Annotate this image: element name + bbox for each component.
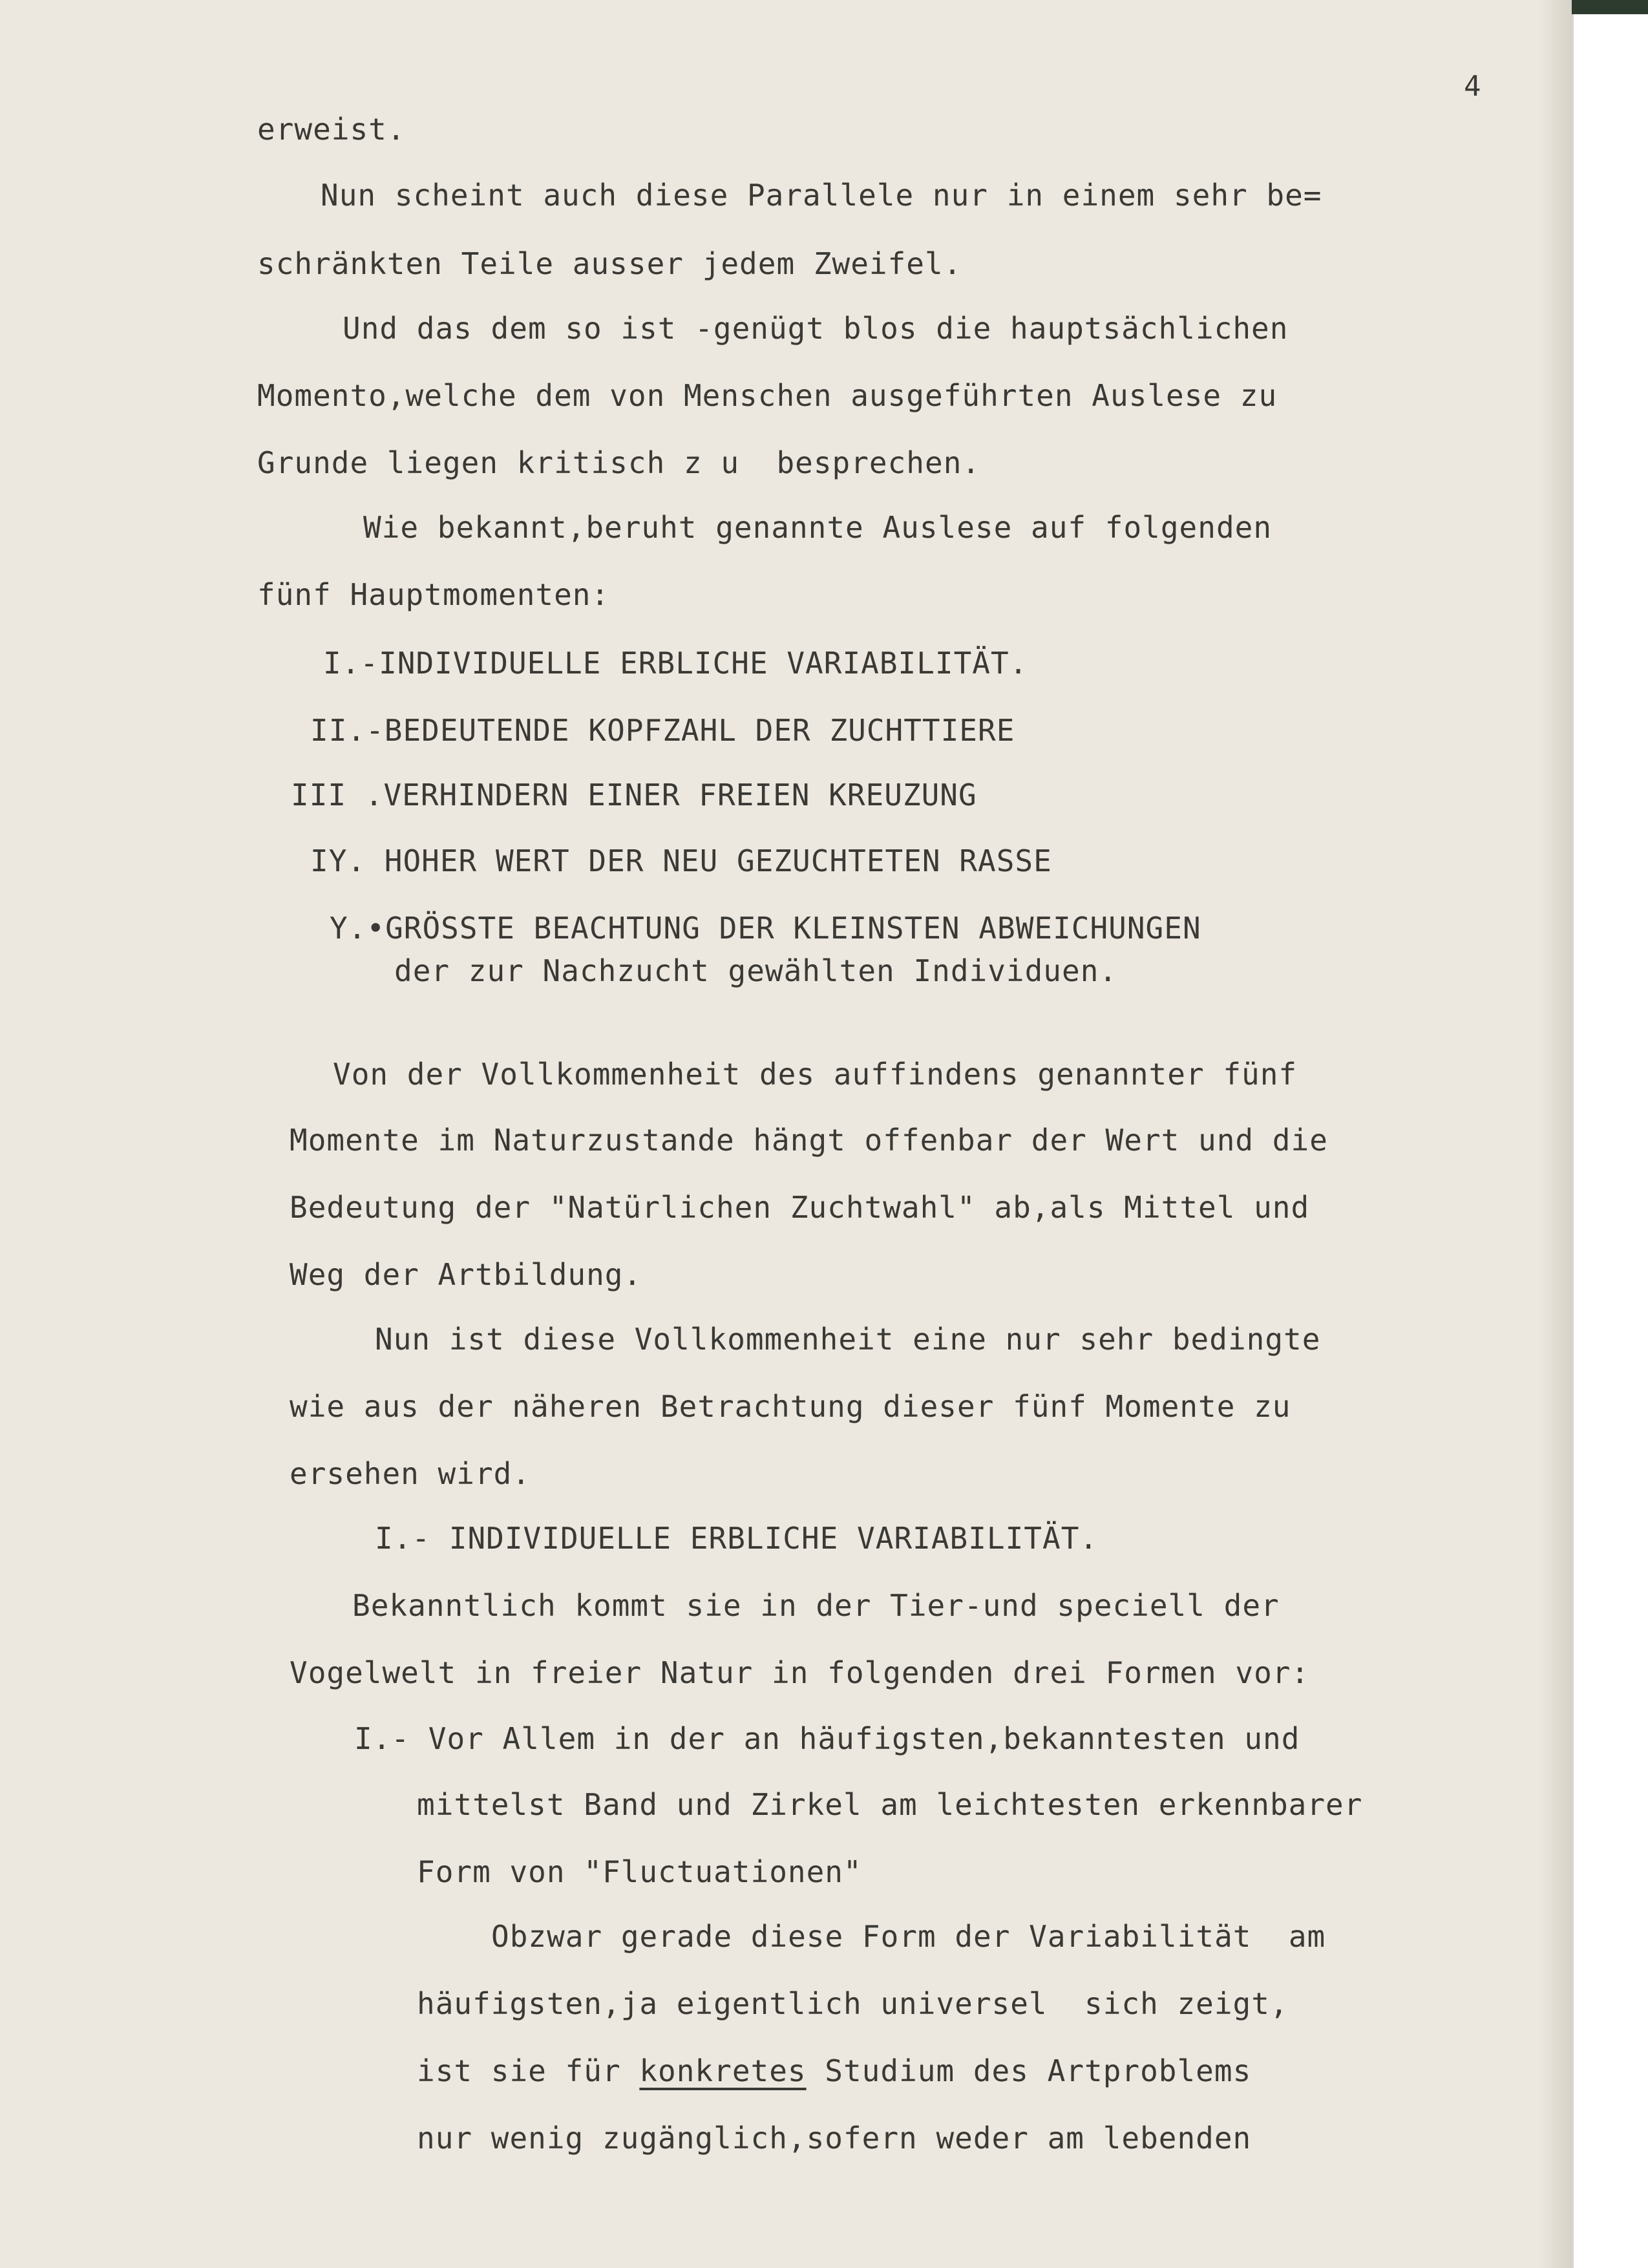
text-line: Wie bekannt,beruht genannte Auslese auf folgenden [363, 510, 1273, 545]
list-item: II.-BEDEUTENDE KOPFZAHL DER ZUCHTTIERE [310, 713, 1015, 748]
text-line: Nun scheint auch diese Parallele nur in einem sehr be= [321, 178, 1322, 213]
text-line: Vogelwelt in freier Natur in folgenden drei Formen vor: [290, 1655, 1310, 1690]
text-line: nur wenig zugänglich,sofern weder am lebenden [417, 2121, 1252, 2156]
text-line: Bekanntlich kommt sie in der Tier-und speciell der [352, 1588, 1280, 1623]
text-line: I.- Vor Allem in der an häufigsten,bekanntesten und [354, 1721, 1300, 1756]
list-item-continuation: der zur Nachzucht gewählten Individuen. [394, 953, 1118, 988]
text-line: Bedeutung der "Natürlichen Zuchtwahl" ab,als Mittel und [290, 1190, 1310, 1225]
list-item: I.-INDIVIDUELLE ERBLICHE VARIABILITÄT. [323, 646, 1028, 681]
section-heading: I.- INDIVIDUELLE ERBLICHE VARIABILITÄT. [375, 1521, 1099, 1556]
text-line: Und das dem so ist -genügt blos die hauptsächlichen [343, 311, 1289, 346]
text-line: Momente im Naturzustande hängt offenbar der Wert und die [290, 1123, 1328, 1158]
text-line: Nun ist diese Vollkommenheit eine nur sehr bedingte [375, 1322, 1321, 1357]
list-item: III .VERHINDERN EINER FREIEN KREUZUNG [291, 778, 977, 812]
paper-edge-shadow [1538, 0, 1572, 2268]
text-line: häufigsten,ja eigentlich universel sich zeigt, [417, 1986, 1289, 2021]
text-line: fünf Hauptmomenten: [257, 577, 610, 612]
text-line: Obzwar gerade diese Form der Variabilität am [491, 1919, 1326, 1954]
page-number: 4 [1464, 70, 1481, 103]
text-line [417, 2051, 1251, 2090]
text-line: wie aus der näheren Betrachtung dieser fünf Momente zu [290, 1389, 1291, 1424]
text-segment: ist sie für [417, 2053, 621, 2088]
text-line: Von der Vollkommenheit des auffindens genannter fünf [333, 1057, 1298, 1092]
background-corner [1572, 0, 1648, 14]
text-line: Form von "Fluctuationen" [417, 1854, 862, 1889]
text-line: ersehen wird. [290, 1456, 531, 1491]
text-line: schränkten Teile ausser jedem Zweifel. [257, 246, 962, 281]
underlined-word: konkretes [639, 2053, 807, 2088]
list-item: Y.•GRÖSSTE BEACHTUNG DER KLEINSTEN ABWEICHUNGEN [330, 911, 1201, 946]
text-segment: Studium des Artproblems [825, 2053, 1252, 2088]
text-line: Grunde liegen kritisch z u besprechen. [257, 445, 981, 480]
list-item: IY. HOHER WERT DER NEU GEZUCHTETEN RASSE [310, 843, 1052, 878]
text-line: erweist. [257, 112, 406, 147]
text-line: mittelst Band und Zirkel am leichtesten erkennbarer [417, 1787, 1363, 1822]
text-line: Momento,welche dem von Menschen ausgeführten Auslese zu [257, 378, 1278, 413]
text-line: Weg der Artbildung. [290, 1257, 642, 1292]
